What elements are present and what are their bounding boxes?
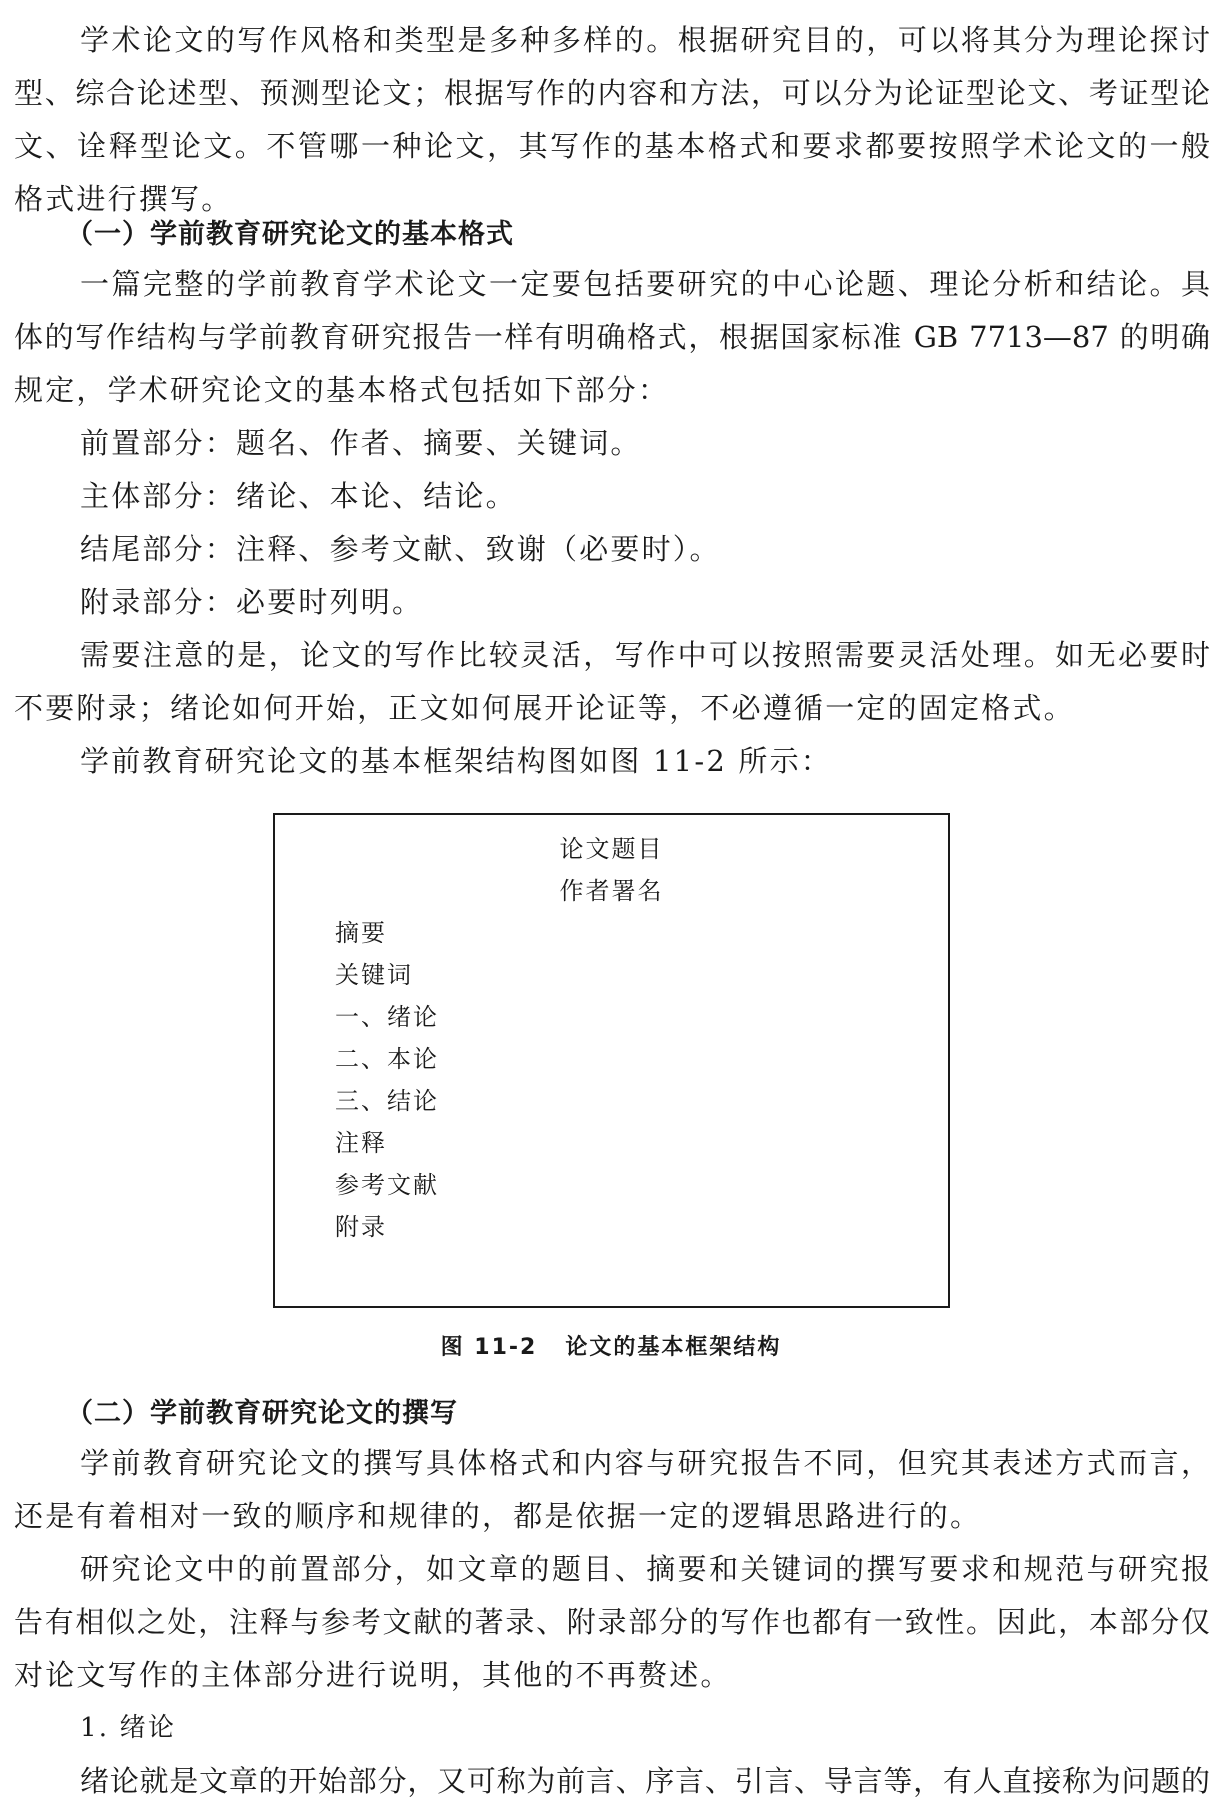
figure-caption — [0, 1330, 1222, 1361]
figure-title: 论文题目 — [559, 835, 664, 863]
figure-reference: 学前教育研究论文的基本框架结构图如图 11-2 所示： — [80, 744, 832, 778]
figure-item-appendix: 附录 — [335, 1213, 387, 1241]
section-1-line-2: 体的写作结构与学前教育研究报告一样有明确格式，根据国家标准 GB 7713—87 的明确 — [14, 320, 1210, 354]
figure-author: 作者署名 — [559, 877, 664, 905]
format-part-front: 前置部分：题名、作者、摘要、关键词。 — [80, 426, 642, 460]
figure-item-abstract: 摘要 — [335, 919, 387, 947]
section-2-p1-line-2: 还是有着相对一致的顺序和规律的，都是依据一定的逻辑思路进行的。 — [14, 1499, 982, 1533]
figure-item-main-body: 二、本论 — [335, 1045, 439, 1073]
format-part-appendix: 附录部分：必要时列明。 — [80, 585, 424, 619]
section-2-heading: （二）学前教育研究论文的撰写 — [66, 1398, 458, 1429]
section-2-p1-line-1: 学前教育研究论文的撰写具体格式和内容与研究报告不同，但究其表述方式而言， — [80, 1446, 1210, 1480]
figure-caption-number: 图 11-2 — [440, 1335, 538, 1360]
framework-figure — [273, 813, 950, 1308]
format-part-body: 主体部分：绪论、本论、结论。 — [80, 479, 517, 513]
note-line-2: 不要附录；绪论如何开始，正文如何展开论证等，不必遵循一定的固定格式。 — [14, 691, 1075, 725]
intro-line-4: 格式进行撰写。 — [14, 182, 233, 216]
section-1-heading: （一）学前教育研究论文的基本格式 — [66, 219, 514, 250]
figure-item-conclusion: 三、结论 — [335, 1087, 439, 1115]
subheading-introduction: 1. 绪论 — [80, 1713, 177, 1743]
format-part-end: 结尾部分：注释、参考文献、致谢（必要时）。 — [80, 532, 721, 566]
figure-item-references: 参考文献 — [335, 1171, 439, 1199]
note-line-1: 需要注意的是，论文的写作比较灵活，写作中可以按照需要灵活处理。如无必要时 — [80, 638, 1210, 672]
section-2-p2-line-3: 对论文写作的主体部分进行说明，其他的不再赘述。 — [14, 1658, 732, 1692]
figure-item-notes: 注释 — [335, 1129, 387, 1157]
intro-line-3: 文、诠释型论文。不管哪一种论文，其写作的基本格式和要求都要按照学术论文的一般 — [14, 129, 1210, 163]
intro-line-1: 学术论文的写作风格和类型是多种多样的。根据研究目的，可以将其分为理论探讨 — [80, 23, 1210, 57]
intro-line-2: 型、综合论述型、预测型论文；根据写作的内容和方法，可以分为论证型论文、考证型论 — [14, 76, 1210, 110]
figure-caption-text: 论文的基本框架结构 — [565, 1335, 782, 1360]
section-2-p3-line-1: 绪论就是文章的开始部分，又可称为前言、序言、引言、导言等，有人直接称为问题的 — [80, 1764, 1210, 1798]
section-2-p2-line-2: 告有相似之处，注释与参考文献的著录、附录部分的写作也都有一致性。因此，本部分仅 — [14, 1605, 1210, 1639]
section-1-line-3: 规定，学术研究论文的基本格式包括如下部分： — [14, 373, 670, 407]
section-1-line-1: 一篇完整的学前教育学术论文一定要包括要研究的中心论题、理论分析和结论。具 — [80, 267, 1210, 301]
figure-item-introduction: 一、绪论 — [335, 1003, 439, 1031]
figure-item-keywords: 关键词 — [335, 961, 413, 989]
section-2-p2-line-1: 研究论文中的前置部分，如文章的题目、摘要和关键词的撰写要求和规范与研究报 — [80, 1552, 1210, 1586]
